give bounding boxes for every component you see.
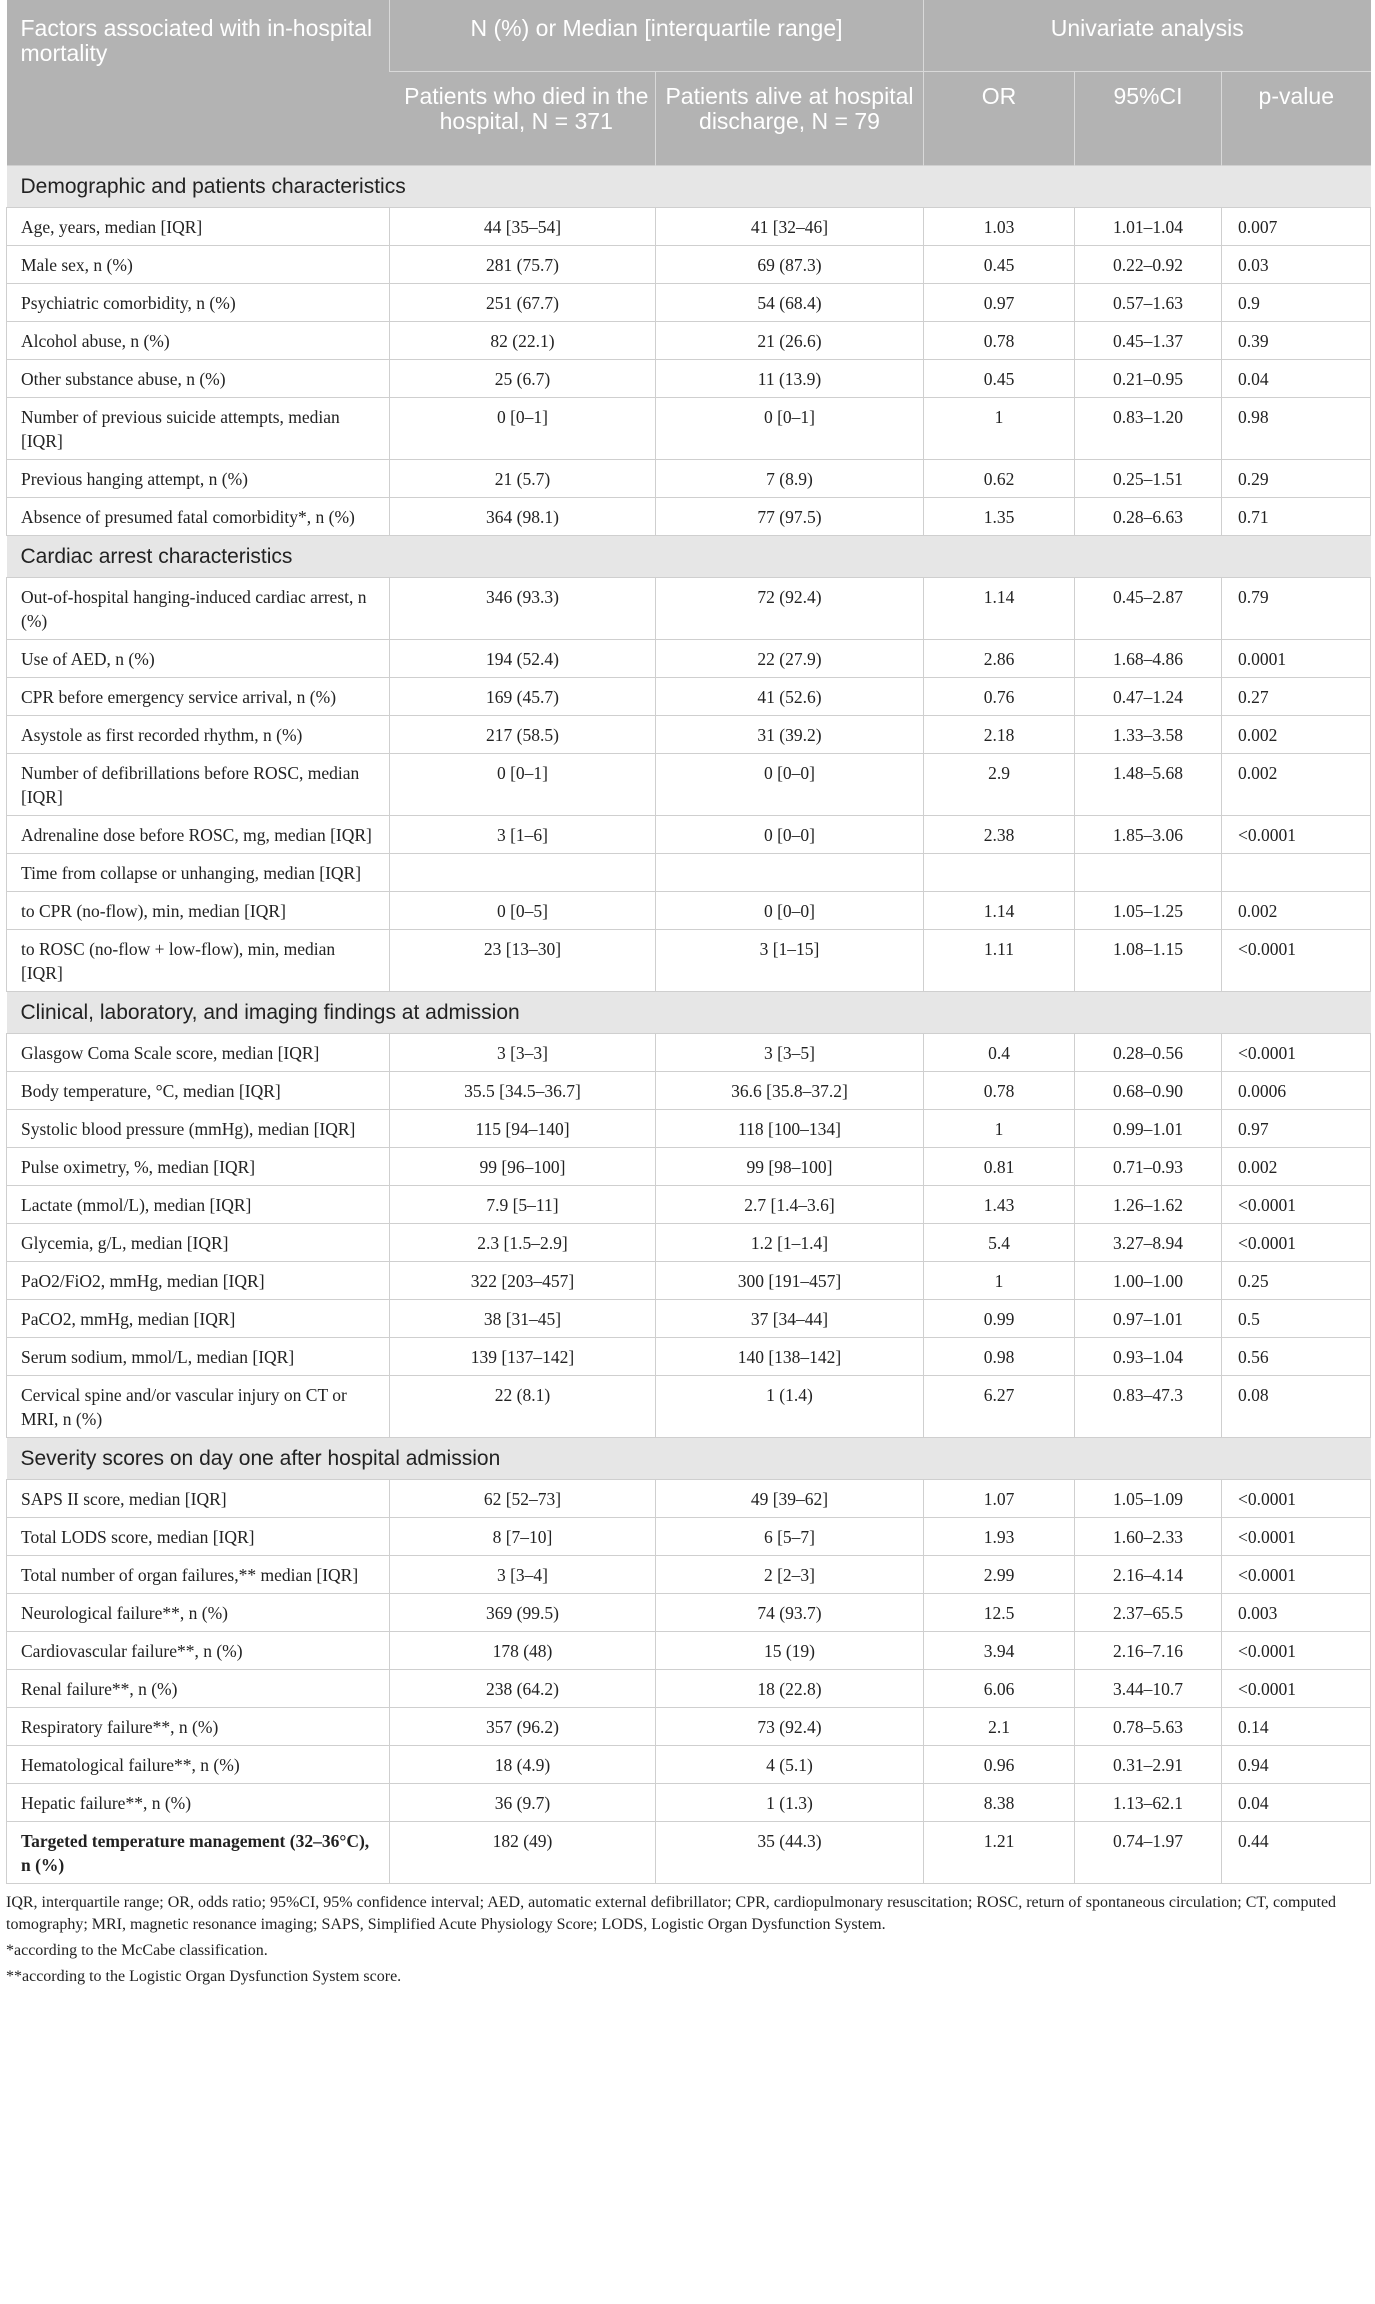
factor-cell: to CPR (no-flow), min, median [IQR]: [7, 891, 390, 929]
odds-ratio-cell: 3.94: [924, 1631, 1075, 1669]
died-value-cell: 178 (48): [390, 1631, 656, 1669]
odds-ratio-cell: 1: [924, 1261, 1075, 1299]
died-value-cell: 182 (49): [390, 1821, 656, 1883]
group-column-header: N (%) or Median [interquartile range]: [390, 0, 924, 71]
confidence-interval-cell: 0.83–1.20: [1075, 397, 1222, 459]
p-value-cell: 0.25: [1222, 1261, 1371, 1299]
odds-ratio-cell: 1.03: [924, 207, 1075, 245]
table-row: [7, 1033, 1371, 1071]
died-value-cell: 44 [35–54]: [390, 207, 656, 245]
table-row: [7, 1821, 1371, 1883]
p-value-cell: 0.29: [1222, 459, 1371, 497]
factor-cell: Neurological failure**, n (%): [7, 1593, 390, 1631]
confidence-interval-cell: 0.78–5.63: [1075, 1707, 1222, 1745]
factor-cell: Time from collapse or unhanging, median [IQR]: [7, 853, 390, 891]
odds-ratio-cell: 0.62: [924, 459, 1075, 497]
died-value-cell: 18 (4.9): [390, 1745, 656, 1783]
factor-cell: Out-of-hospital hanging-induced cardiac arrest, n (%): [7, 577, 390, 639]
p-value-cell: <0.0001: [1222, 1555, 1371, 1593]
died-value-cell: 25 (6.7): [390, 359, 656, 397]
confidence-interval-cell: 0.22–0.92: [1075, 245, 1222, 283]
odds-ratio-cell: 0.4: [924, 1033, 1075, 1071]
factor-cell: SAPS II score, median [IQR]: [7, 1479, 390, 1517]
section-title: Cardiac arrest characteristics: [7, 535, 1371, 577]
odds-ratio-cell: 1: [924, 397, 1075, 459]
confidence-interval-cell: 0.31–2.91: [1075, 1745, 1222, 1783]
confidence-interval-cell: 1.05–1.25: [1075, 891, 1222, 929]
factor-cell: PaCO2, mmHg, median [IQR]: [7, 1299, 390, 1337]
odds-ratio-cell: 1.14: [924, 891, 1075, 929]
died-value-cell: 169 (45.7): [390, 677, 656, 715]
or-column-header: OR: [924, 71, 1075, 165]
died-value-cell: 23 [13–30]: [390, 929, 656, 991]
odds-ratio-cell: 6.27: [924, 1375, 1075, 1437]
p-value-cell: 0.002: [1222, 715, 1371, 753]
died-value-cell: 3 [3–4]: [390, 1555, 656, 1593]
factor-cell: Glasgow Coma Scale score, median [IQR]: [7, 1033, 390, 1071]
confidence-interval-cell: 0.25–1.51: [1075, 459, 1222, 497]
confidence-interval-cell: 0.28–0.56: [1075, 1033, 1222, 1071]
factor-cell: Lactate (mmol/L), median [IQR]: [7, 1185, 390, 1223]
table-row: [7, 459, 1371, 497]
alive-value-cell: 31 (39.2): [656, 715, 924, 753]
confidence-interval-cell: 0.71–0.93: [1075, 1147, 1222, 1185]
factor-cell: Renal failure**, n (%): [7, 1669, 390, 1707]
alive-value-cell: 74 (93.7): [656, 1593, 924, 1631]
odds-ratio-cell: 0.45: [924, 359, 1075, 397]
table-row: [7, 1261, 1371, 1299]
table-row: [7, 1631, 1371, 1669]
alive-value-cell: 99 [98–100]: [656, 1147, 924, 1185]
p-value-cell: [1222, 853, 1371, 891]
died-value-cell: [390, 853, 656, 891]
died-value-cell: 369 (99.5): [390, 1593, 656, 1631]
confidence-interval-cell: 0.28–6.63: [1075, 497, 1222, 535]
died-value-cell: 0 [0–1]: [390, 397, 656, 459]
died-value-cell: 217 (58.5): [390, 715, 656, 753]
section-header-row: [7, 165, 1371, 207]
alive-value-cell: 6 [5–7]: [656, 1517, 924, 1555]
table-row: [7, 853, 1371, 891]
factor-cell: Pulse oximetry, %, median [IQR]: [7, 1147, 390, 1185]
confidence-interval-cell: 2.16–7.16: [1075, 1631, 1222, 1669]
p-value-cell: 0.98: [1222, 397, 1371, 459]
alive-value-cell: 140 [138–142]: [656, 1337, 924, 1375]
factor-cell: Previous hanging attempt, n (%): [7, 459, 390, 497]
factor-cell: Number of previous suicide attempts, median [IQR]: [7, 397, 390, 459]
alive-value-cell: 1 (1.3): [656, 1783, 924, 1821]
p-value-cell: <0.0001: [1222, 1185, 1371, 1223]
p-value-cell: 0.002: [1222, 1147, 1371, 1185]
p-value-cell: 0.44: [1222, 1821, 1371, 1883]
factor-cell: Age, years, median [IQR]: [7, 207, 390, 245]
factor-cell: Glycemia, g/L, median [IQR]: [7, 1223, 390, 1261]
factor-cell: Body temperature, °C, median [IQR]: [7, 1071, 390, 1109]
mccabe-footnote: *according to the McCabe classification.: [6, 1941, 268, 1959]
odds-ratio-cell: 1.35: [924, 497, 1075, 535]
alive-value-cell: 1.2 [1–1.4]: [656, 1223, 924, 1261]
died-value-cell: 357 (96.2): [390, 1707, 656, 1745]
odds-ratio-cell: 12.5: [924, 1593, 1075, 1631]
odds-ratio-cell: 1.93: [924, 1517, 1075, 1555]
odds-ratio-cell: 0.97: [924, 283, 1075, 321]
alive-value-cell: 15 (19): [656, 1631, 924, 1669]
section-header-row: [7, 991, 1371, 1033]
died-value-cell: 35.5 [34.5–36.7]: [390, 1071, 656, 1109]
died-value-cell: 99 [96–100]: [390, 1147, 656, 1185]
p-value-cell: 0.5: [1222, 1299, 1371, 1337]
died-value-cell: 2.3 [1.5–2.9]: [390, 1223, 656, 1261]
alive-value-cell: 41 (52.6): [656, 677, 924, 715]
p-value-cell: 0.007: [1222, 207, 1371, 245]
died-value-cell: 82 (22.1): [390, 321, 656, 359]
p-value-cell: 0.002: [1222, 891, 1371, 929]
died-value-cell: 62 [52–73]: [390, 1479, 656, 1517]
alive-value-cell: 77 (97.5): [656, 497, 924, 535]
factor-cell: Total number of organ failures,** median [IQR]: [7, 1555, 390, 1593]
odds-ratio-cell: 1.11: [924, 929, 1075, 991]
odds-ratio-cell: 0.96: [924, 1745, 1075, 1783]
p-value-cell: <0.0001: [1222, 1223, 1371, 1261]
table-row: [7, 1071, 1371, 1109]
confidence-interval-cell: 0.68–0.90: [1075, 1071, 1222, 1109]
p-value-cell: 0.71: [1222, 497, 1371, 535]
factor-cell: Hematological failure**, n (%): [7, 1745, 390, 1783]
odds-ratio-cell: 0.78: [924, 321, 1075, 359]
odds-ratio-cell: 0.78: [924, 1071, 1075, 1109]
odds-ratio-cell: 2.38: [924, 815, 1075, 853]
table-row: [7, 245, 1371, 283]
confidence-interval-cell: 1.08–1.15: [1075, 929, 1222, 991]
p-value-cell: 0.14: [1222, 1707, 1371, 1745]
p-value-cell: <0.0001: [1222, 815, 1371, 853]
confidence-interval-cell: 1.13–62.1: [1075, 1783, 1222, 1821]
factor-cell: Use of AED, n (%): [7, 639, 390, 677]
odds-ratio-cell: 1.21: [924, 1821, 1075, 1883]
table-row: [7, 1479, 1371, 1517]
ci-column-header: 95%CI: [1075, 71, 1222, 165]
died-value-cell: 21 (5.7): [390, 459, 656, 497]
table-row: [7, 1223, 1371, 1261]
odds-ratio-cell: 0.45: [924, 245, 1075, 283]
factor-cell: Asystole as first recorded rhythm, n (%): [7, 715, 390, 753]
table-row: [7, 815, 1371, 853]
alive-value-cell: 72 (92.4): [656, 577, 924, 639]
factor-cell: Psychiatric comorbidity, n (%): [7, 283, 390, 321]
table-row: [7, 753, 1371, 815]
alive-value-cell: 118 [100–134]: [656, 1109, 924, 1147]
factor-cell: Serum sodium, mmol/L, median [IQR]: [7, 1337, 390, 1375]
factor-cell: Respiratory failure**, n (%): [7, 1707, 390, 1745]
alive-value-cell: 3 [3–5]: [656, 1033, 924, 1071]
alive-value-cell: 0 [0–1]: [656, 397, 924, 459]
odds-ratio-cell: 1: [924, 1109, 1075, 1147]
died-value-cell: 322 [203–457]: [390, 1261, 656, 1299]
alive-value-cell: 2 [2–3]: [656, 1555, 924, 1593]
table-row: [7, 1337, 1371, 1375]
p-value-cell: <0.0001: [1222, 1631, 1371, 1669]
died-value-cell: 139 [137–142]: [390, 1337, 656, 1375]
confidence-interval-cell: 0.83–47.3: [1075, 1375, 1222, 1437]
alive-value-cell: 18 (22.8): [656, 1669, 924, 1707]
alive-column-header: Patients alive at hospital discharge, N = 79: [656, 71, 924, 165]
died-value-cell: 281 (75.7): [390, 245, 656, 283]
table-row: [7, 207, 1371, 245]
confidence-interval-cell: 0.45–2.87: [1075, 577, 1222, 639]
alive-value-cell: 2.7 [1.4–3.6]: [656, 1185, 924, 1223]
p-value-cell: 0.04: [1222, 1783, 1371, 1821]
alive-value-cell: 54 (68.4): [656, 283, 924, 321]
table-body: [7, 165, 1371, 1883]
table-row: [7, 1299, 1371, 1337]
factor-cell: to ROSC (no-flow + low-flow), min, median [IQR]: [7, 929, 390, 991]
table-header: [7, 0, 1371, 165]
alive-value-cell: 73 (92.4): [656, 1707, 924, 1745]
odds-ratio-cell: 2.18: [924, 715, 1075, 753]
died-column-header: Patients who died in the hospital, N = 371: [390, 71, 656, 165]
factor-cell: Cervical spine and/or vascular injury on CT or MRI, n (%): [7, 1375, 390, 1437]
confidence-interval-cell: 1.01–1.04: [1075, 207, 1222, 245]
alive-value-cell: 41 [32–46]: [656, 207, 924, 245]
odds-ratio-cell: 1.43: [924, 1185, 1075, 1223]
factor-cell: Other substance abuse, n (%): [7, 359, 390, 397]
alive-value-cell: 0 [0–0]: [656, 815, 924, 853]
table-row: [7, 1375, 1371, 1437]
factor-cell: Total LODS score, median [IQR]: [7, 1517, 390, 1555]
factor-cell: Targeted temperature management (32–36°C), n (%): [7, 1821, 390, 1883]
died-value-cell: 8 [7–10]: [390, 1517, 656, 1555]
table-row: [7, 677, 1371, 715]
died-value-cell: 194 (52.4): [390, 639, 656, 677]
table-row: [7, 321, 1371, 359]
odds-ratio-cell: 1.07: [924, 1479, 1075, 1517]
odds-ratio-cell: [924, 853, 1075, 891]
p-value-cell: 0.04: [1222, 359, 1371, 397]
table-row: [7, 929, 1371, 991]
factor-cell: Adrenaline dose before ROSC, mg, median [IQR]: [7, 815, 390, 853]
alive-value-cell: 3 [1–15]: [656, 929, 924, 991]
alive-value-cell: 0 [0–0]: [656, 753, 924, 815]
table-row: [7, 1517, 1371, 1555]
p-value-cell: 0.0001: [1222, 639, 1371, 677]
odds-ratio-cell: 2.99: [924, 1555, 1075, 1593]
alive-value-cell: 1 (1.4): [656, 1375, 924, 1437]
p-value-cell: 0.003: [1222, 1593, 1371, 1631]
odds-ratio-cell: 0.98: [924, 1337, 1075, 1375]
table-row: [7, 1147, 1371, 1185]
died-value-cell: 346 (93.3): [390, 577, 656, 639]
table-row: [7, 891, 1371, 929]
factor-cell: Cardiovascular failure**, n (%): [7, 1631, 390, 1669]
p-value-cell: 0.27: [1222, 677, 1371, 715]
table-row: [7, 1593, 1371, 1631]
died-value-cell: 251 (67.7): [390, 283, 656, 321]
confidence-interval-cell: 0.57–1.63: [1075, 283, 1222, 321]
confidence-interval-cell: 1.48–5.68: [1075, 753, 1222, 815]
died-value-cell: 0 [0–1]: [390, 753, 656, 815]
lods-footnote: **according to the Logistic Organ Dysfunction System score.: [6, 1967, 402, 1985]
alive-value-cell: 49 [39–62]: [656, 1479, 924, 1517]
died-value-cell: 364 (98.1): [390, 497, 656, 535]
p-value-cell: 0.9: [1222, 283, 1371, 321]
table-row: [7, 715, 1371, 753]
odds-ratio-cell: 0.99: [924, 1299, 1075, 1337]
p-value-cell: 0.79: [1222, 577, 1371, 639]
alive-value-cell: 11 (13.9): [656, 359, 924, 397]
alive-value-cell: 7 (8.9): [656, 459, 924, 497]
results-table-container: [6, 0, 1370, 1988]
alive-value-cell: 4 (5.1): [656, 1745, 924, 1783]
confidence-interval-cell: 1.00–1.00: [1075, 1261, 1222, 1299]
died-value-cell: 115 [94–140]: [390, 1109, 656, 1147]
died-value-cell: 38 [31–45]: [390, 1299, 656, 1337]
odds-ratio-cell: 2.86: [924, 639, 1075, 677]
p-value-cell: 0.94: [1222, 1745, 1371, 1783]
factor-cell: Hepatic failure**, n (%): [7, 1783, 390, 1821]
factor-cell: Systolic blood pressure (mmHg), median [IQR]: [7, 1109, 390, 1147]
confidence-interval-cell: 0.47–1.24: [1075, 677, 1222, 715]
odds-ratio-cell: 2.9: [924, 753, 1075, 815]
alive-value-cell: 300 [191–457]: [656, 1261, 924, 1299]
confidence-interval-cell: 1.33–3.58: [1075, 715, 1222, 753]
confidence-interval-cell: 1.85–3.06: [1075, 815, 1222, 853]
p-value-cell: <0.0001: [1222, 1669, 1371, 1707]
section-title: Clinical, laboratory, and imaging findings at admission: [7, 991, 1371, 1033]
odds-ratio-cell: 2.1: [924, 1707, 1075, 1745]
confidence-interval-cell: 3.27–8.94: [1075, 1223, 1222, 1261]
confidence-interval-cell: 2.37–65.5: [1075, 1593, 1222, 1631]
p-value-cell: <0.0001: [1222, 929, 1371, 991]
confidence-interval-cell: [1075, 853, 1222, 891]
alive-value-cell: 0 [0–0]: [656, 891, 924, 929]
factor-cell: CPR before emergency service arrival, n (%): [7, 677, 390, 715]
table-row: [7, 1109, 1371, 1147]
table-row: [7, 1555, 1371, 1593]
abbreviations-footnote: IQR, interquartile range; OR, odds ratio; 95%CI, 95% confidence interval; AED, automatic external defibrillator; CPR, cardiopulmonary resuscitation; ROSC, return of spontaneous circulation; CT, computed tomography; MRI, magnetic resonance imaging; SAPS, Simplified Acute Physiology Score; LODS, Logistic Organ Dysfunction System.: [6, 1893, 1337, 1933]
table-row: [7, 1185, 1371, 1223]
confidence-interval-cell: 1.60–2.33: [1075, 1517, 1222, 1555]
alive-value-cell: 21 (26.6): [656, 321, 924, 359]
table-row: [7, 1707, 1371, 1745]
confidence-interval-cell: 3.44–10.7: [1075, 1669, 1222, 1707]
confidence-interval-cell: 0.74–1.97: [1075, 1821, 1222, 1883]
odds-ratio-cell: 5.4: [924, 1223, 1075, 1261]
alive-value-cell: 37 [34–44]: [656, 1299, 924, 1337]
alive-value-cell: 69 (87.3): [656, 245, 924, 283]
table-row: [7, 1745, 1371, 1783]
odds-ratio-cell: 6.06: [924, 1669, 1075, 1707]
table-row: [7, 397, 1371, 459]
section-title: Demographic and patients characteristics: [7, 165, 1371, 207]
odds-ratio-cell: 1.14: [924, 577, 1075, 639]
alive-value-cell: 36.6 [35.8–37.2]: [656, 1071, 924, 1109]
died-value-cell: 36 (9.7): [390, 1783, 656, 1821]
table-row: [7, 1669, 1371, 1707]
died-value-cell: 3 [3–3]: [390, 1033, 656, 1071]
died-value-cell: 3 [1–6]: [390, 815, 656, 853]
confidence-interval-cell: 1.26–1.62: [1075, 1185, 1222, 1223]
died-value-cell: 22 (8.1): [390, 1375, 656, 1437]
table-row: [7, 283, 1371, 321]
confidence-interval-cell: 1.68–4.86: [1075, 639, 1222, 677]
mortality-factors-table: [6, 0, 1371, 1884]
alive-value-cell: [656, 853, 924, 891]
p-value-cell: 0.03: [1222, 245, 1371, 283]
factor-cell: Male sex, n (%): [7, 245, 390, 283]
p-value-cell: 0.002: [1222, 753, 1371, 815]
factor-cell: PaO2/FiO2, mmHg, median [IQR]: [7, 1261, 390, 1299]
p-value-cell: <0.0001: [1222, 1479, 1371, 1517]
factor-cell: Absence of presumed fatal comorbidity*, n (%): [7, 497, 390, 535]
table-footnotes: [6, 1892, 1370, 1988]
table-row: [7, 1783, 1371, 1821]
p-value-cell: 0.97: [1222, 1109, 1371, 1147]
section-title: Severity scores on day one after hospital admission: [7, 1437, 1371, 1479]
univariate-column-header: Univariate analysis: [924, 0, 1371, 71]
confidence-interval-cell: 0.97–1.01: [1075, 1299, 1222, 1337]
table-row: [7, 359, 1371, 397]
p-value-cell: <0.0001: [1222, 1517, 1371, 1555]
odds-ratio-cell: 0.81: [924, 1147, 1075, 1185]
p-value-cell: 0.56: [1222, 1337, 1371, 1375]
section-header-row: [7, 535, 1371, 577]
factor-cell: Alcohol abuse, n (%): [7, 321, 390, 359]
factors-column-header: Factors associated with in-hospital mortality: [7, 0, 390, 165]
factor-cell: Number of defibrillations before ROSC, median [IQR]: [7, 753, 390, 815]
p-value-cell: 0.08: [1222, 1375, 1371, 1437]
section-header-row: [7, 1437, 1371, 1479]
died-value-cell: 0 [0–5]: [390, 891, 656, 929]
table-row: [7, 497, 1371, 535]
p-value-cell: 0.39: [1222, 321, 1371, 359]
confidence-interval-cell: 1.05–1.09: [1075, 1479, 1222, 1517]
died-value-cell: 7.9 [5–11]: [390, 1185, 656, 1223]
odds-ratio-cell: 0.76: [924, 677, 1075, 715]
odds-ratio-cell: 8.38: [924, 1783, 1075, 1821]
alive-value-cell: 35 (44.3): [656, 1821, 924, 1883]
alive-value-cell: 22 (27.9): [656, 639, 924, 677]
confidence-interval-cell: 0.93–1.04: [1075, 1337, 1222, 1375]
confidence-interval-cell: 0.99–1.01: [1075, 1109, 1222, 1147]
confidence-interval-cell: 0.45–1.37: [1075, 321, 1222, 359]
confidence-interval-cell: 2.16–4.14: [1075, 1555, 1222, 1593]
p-value-cell: 0.0006: [1222, 1071, 1371, 1109]
table-row: [7, 639, 1371, 677]
table-row: [7, 577, 1371, 639]
p-value-cell: <0.0001: [1222, 1033, 1371, 1071]
confidence-interval-cell: 0.21–0.95: [1075, 359, 1222, 397]
died-value-cell: 238 (64.2): [390, 1669, 656, 1707]
p-value-column-header: p-value: [1222, 71, 1371, 165]
